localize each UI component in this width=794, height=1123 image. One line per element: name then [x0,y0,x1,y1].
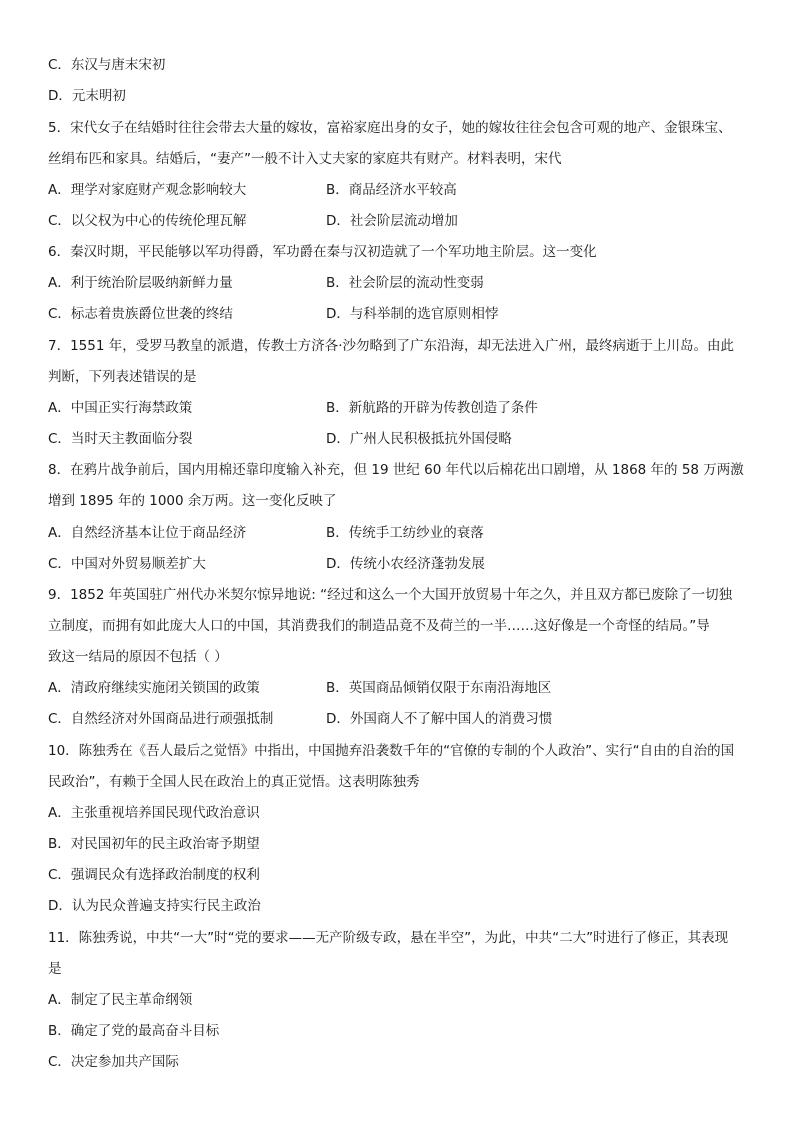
question-6-option-d: D．与科举制的选官原则相悖 [326,306,499,322]
question-9-stem: 9．1852 年英国驻广州代办米契尔惊异地说: “经过和这么一个大国开放贸易十年之久，并且双方都已废除了一切独 [48,587,733,603]
question-11-option-c: C．决定参加共产国际 [48,1054,179,1070]
question-5-option-c: C．以父权为中心的传统伦理瓦解 [48,213,247,229]
question-10-option-c: C．强调民众有选择政治制度的权利 [48,867,260,883]
question-7-option-a: A．中国正实行海禁政策 [48,400,193,416]
question-9-stem-cont: 立制度，而拥有如此庞大人口的中国，其消费我们的制造品竟不及荷兰的一半……这好像是一个奇怪的结局。”导 [48,618,710,634]
question-5-option-a: A．理学对家庭财产观念影响较大 [48,182,247,198]
question-11-stem-cont: 是 [48,961,62,977]
question-11-option-b: B．确定了党的最高奋斗目标 [48,1023,220,1039]
question-9-option-d: D．外国商人不了解中国人的消费习惯 [326,711,553,727]
question-9-option-c: C．自然经济对外国商品进行顽强抵制 [48,711,274,727]
option-d: D．元末明初 [48,88,126,104]
question-9-stem-end: 致这一结局的原因不包括（ ） [48,649,228,665]
question-10-option-b: B．对民国初年的民主政治寄予期望 [48,836,260,852]
question-7-option-b: B．新航路的开辟为传教创造了条件 [326,400,538,416]
question-6-option-c: C．标志着贵族爵位世袭的终结 [48,306,233,322]
option-c: C．东汉与唐末宋初 [48,57,166,73]
question-8-option-d: D．传统小农经济蓬勃发展 [326,556,485,572]
question-10-option-d: D．认为民众普遍支持实行民主政治 [48,898,261,914]
question-11-stem: 11．陈独秀说，中共“一大”时“党的要求——无产阶级专政，悬在半空”，为此，中共“二大”时进行了修正，其表现 [48,930,729,946]
question-5-option-b: B．商品经济水平较高 [326,182,457,198]
question-5-stem-cont: 丝绢布匹和家具。结婚后，“妻产”一般不计入丈夫家的家庭共有财产。材料表明，宋代 [48,151,562,167]
question-11-option-a: A．制定了民主革命纲领 [48,992,193,1008]
question-7-stem-cont: 判断，下列表述错误的是 [48,369,197,385]
question-6-stem: 6．秦汉时期，平民能够以军功得爵，军功爵在秦与汉初造就了一个军功地主阶层。这一变化 [48,244,597,260]
question-9-option-b: B．英国商品倾销仅限于东南沿海地区 [326,680,552,696]
question-5-option-d: D．社会阶层流动增加 [326,213,458,229]
question-8-stem-cont: 增到 1895 年的 1000 余万两。这一变化反映了 [48,493,337,509]
question-7-option-c: C．当时天主教面临分裂 [48,431,193,447]
question-5-stem: 5．宋代女子在结婚时往往会带去大量的嫁妆，富裕家庭出身的女子，她的嫁妆往往会包含可观的地产、金银珠宝、 [48,120,732,136]
question-9-option-a: A．清政府继续实施闭关锁国的政策 [48,680,260,696]
question-6-option-a: A．利于统治阶层吸纳新鲜力量 [48,275,233,291]
question-8-option-b: B．传统手工纺纱业的衰落 [326,525,484,541]
question-8-option-c: C．中国对外贸易顺差扩大 [48,556,206,572]
question-10-stem-cont: 民政治”，有赖于全国人民在政治上的真正觉悟。这表明陈独秀 [48,774,420,790]
question-8-stem: 8．在鸦片战争前后，国内用棉还靠印度输入补充，但 19 世纪 60 年代以后棉花出口剧增，从 1868 年的 58 万两激 [48,462,744,478]
question-10-stem: 10．陈独秀在《吾人最后之觉悟》中指出，中国抛弃沿袭数千年的“官僚的专制的个人政治”、实行“自由的自治的国 [48,743,735,759]
question-7-stem: 7．1551 年，受罗马教皇的派遣，传教士方济各·沙勿略到了广东沿海，却无法进入广州，最终病逝于上川岛。由此 [48,338,735,354]
question-7-option-d: D．广州人民积极抵抗外国侵略 [326,431,512,447]
question-6-option-b: B．社会阶层的流动性变弱 [326,275,484,291]
question-10-option-a: A．主张重视培养国民现代政治意识 [48,805,260,821]
question-8-option-a: A．自然经济基本让位于商品经济 [48,525,247,541]
